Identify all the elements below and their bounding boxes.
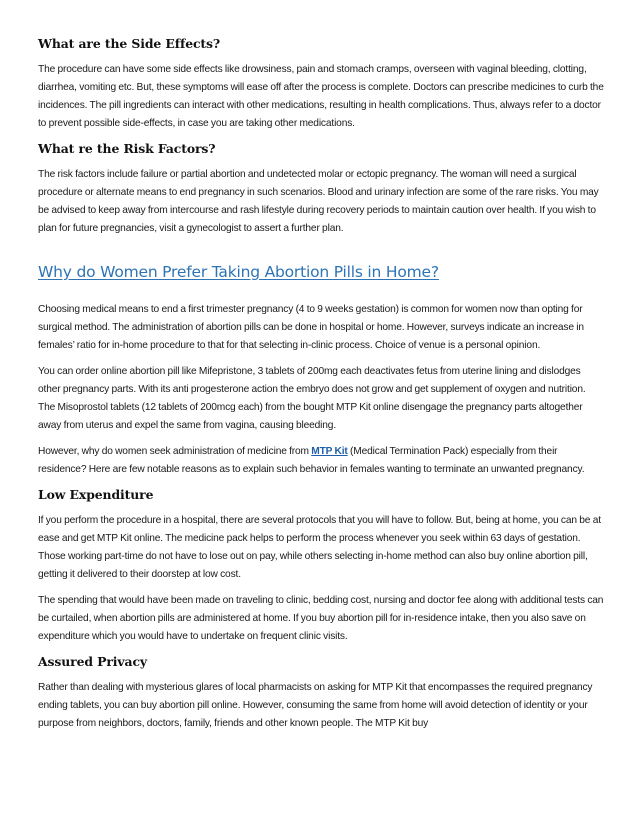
para-side-effects: The procedure can have some side effects like drowsiness, pain and stomach cramps, overseen with vaginal bleeding, clotting, diarrhea, vomiting etc. But, these symptoms will ease off after the process is complete. Doctors can prescribe medicines to curb the incidences. The pill ingredients can interact with other medications, resulting in health complications. Thus, always refer to a doctor to prevent possible side-effects, in case you are taking other medications. xyxy=(38,64,604,129)
document-page xyxy=(38,36,604,733)
para-why-home-3-before: However, why do women seek administration of medicine from xyxy=(38,446,312,457)
para-low-expenditure-1: If you perform the procedure in a hospital, there are several protocols that you will have to follow. But, being at home, you can be at ease and get MTP Kit online. The medicine pack helps to perform the process whenever you seek within 63 days of gestation. Those working part-time do not have to lose out on pay, while others selecting in-home method can also buy online abortion pill, getting it delivered to their doorstep at low cost. xyxy=(38,515,601,580)
para-assured-privacy: Rather than dealing with mysterious glares of local pharmacists on asking for MTP Kit that encompasses the required pregnancy ending tablets, you can buy abortion pill online. However, consuming the same from home will avoid detection of identity or your purpose from neighbors, doctors, family, friends and other known people. The MTP Kit buy xyxy=(38,682,593,729)
para-why-home-1: Choosing medical means to end a first trimester pregnancy (4 to 9 weeks gestation) is common for women now than opting for surgical method. The administration of abortion pills can be done in hospital or home. However, surveys indicate an increase in females’ ratio for in-home procedure to that for that selecting in-clinic process. Choice of venue is a personal opinion. xyxy=(38,304,584,351)
heading-risk-factors: What re the Risk Factors? xyxy=(38,141,216,156)
heading-side-effects: What are the Side Effects? xyxy=(38,36,221,51)
mtp-kit-link[interactable]: MTP Kit xyxy=(311,446,348,457)
para-low-expenditure-2: The spending that would have been made on traveling to clinic, bedding cost, nursing and doctor fee along with additional tests can be curtailed, when abortion pills are administered at home. If you buy abortion pill for in-residence intake, then you also save on expenditure which you would have to undertake on frequent clinic visits. xyxy=(38,595,604,642)
para-why-home-3-after: (Medical Termination Pack) especially from their residence? Here are few notable reasons as to explain such behavior in females wanting to terminate an unwanted pregnancy. xyxy=(38,446,585,475)
para-why-home-2: You can order online abortion pill like Mifepristone, 3 tablets of 200mg each deactivates fetus from uterine lining and dislodges other pregnancy parts. With its anti progesterone action the embryo does not grow and get supplement of oxygen and nutrition. The Misoprostol tablets (12 tablets of 200mcg each) from the bought MTP Kit online disengage the pregnancy parts altogether away from uterus and expel the same from vagina, causing bleeding. xyxy=(38,366,586,431)
heading-why-home[interactable]: Why do Women Prefer Taking Abortion Pills in Home? xyxy=(38,263,439,281)
heading-assured-privacy: Assured Privacy xyxy=(38,654,147,669)
heading-low-expenditure: Low Expenditure xyxy=(38,487,154,502)
para-risk-factors: The risk factors include failure or partial abortion and undetected molar or ectopic pregnancy. The woman will need a surgical procedure or alternate means to end pregnancy in such scenarios. Blood and urinary infection are some of the rare risks. You may be advised to keep away from intercourse and rash lifestyle during recovery periods to maintain caution over health. If you wish to plan for future pregnancies, visit a gynecologist to assert a further plan. xyxy=(38,169,599,234)
para-why-home-3 xyxy=(38,443,604,479)
